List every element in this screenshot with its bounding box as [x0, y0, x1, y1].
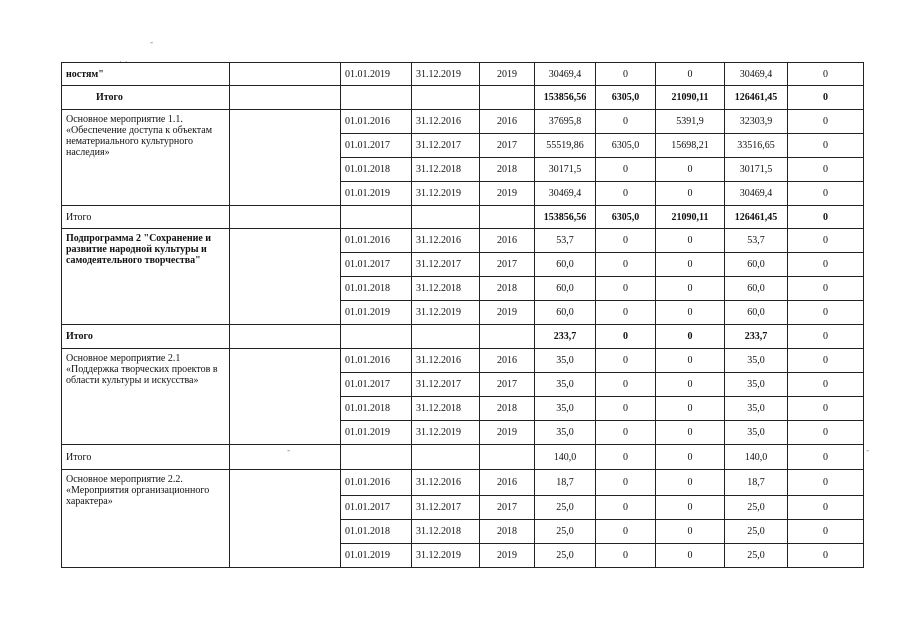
- table-row: [62, 470, 864, 496]
- other-cell: 0: [788, 421, 864, 445]
- local-cell: 126461,45: [725, 86, 788, 110]
- executor-cell: [230, 63, 341, 86]
- total-row: [62, 206, 864, 229]
- local-cell: 35,0: [725, 397, 788, 421]
- executor-cell: [230, 206, 341, 229]
- regional-cell: 0: [656, 470, 725, 496]
- end-date-cell: 31.12.2016: [412, 349, 480, 373]
- regional-cell: 0: [656, 63, 725, 86]
- start-date-cell: 01.01.2017: [341, 496, 412, 520]
- total-cell: 53,7: [535, 229, 596, 253]
- year-cell: 2017: [480, 496, 535, 520]
- total-cell: 25,0: [535, 544, 596, 568]
- table-body: [62, 63, 864, 568]
- year-cell: 2017: [480, 373, 535, 397]
- regional-cell: 21090,11: [656, 86, 725, 110]
- federal-cell: 6305,0: [596, 134, 656, 158]
- local-cell: 35,0: [725, 421, 788, 445]
- total-cell: 60,0: [535, 301, 596, 325]
- other-cell: 0: [788, 520, 864, 544]
- federal-cell: 0: [596, 63, 656, 86]
- federal-cell: 0: [596, 253, 656, 277]
- federal-cell: 0: [596, 325, 656, 349]
- table-row: [62, 349, 864, 373]
- federal-cell: 0: [596, 158, 656, 182]
- start-date-cell: [341, 445, 412, 470]
- end-date-cell: 31.12.2017: [412, 373, 480, 397]
- federal-cell: 0: [596, 349, 656, 373]
- total-cell: 60,0: [535, 253, 596, 277]
- local-cell: 60,0: [725, 253, 788, 277]
- total-cell: 35,0: [535, 373, 596, 397]
- federal-cell: 0: [596, 496, 656, 520]
- federal-cell: 0: [596, 301, 656, 325]
- local-cell: 30469,4: [725, 63, 788, 86]
- other-cell: 0: [788, 86, 864, 110]
- start-date-cell: 01.01.2018: [341, 158, 412, 182]
- year-cell: 2018: [480, 277, 535, 301]
- total-cell: 25,0: [535, 496, 596, 520]
- activity-name-cell: Основное мероприятие 1.1. «Обеспечение доступа к объектам нематериального культурного наследия»: [62, 110, 230, 206]
- year-cell: 2019: [480, 63, 535, 86]
- local-cell: 18,7: [725, 470, 788, 496]
- end-date-cell: 31.12.2019: [412, 544, 480, 568]
- end-date-cell: 31.12.2019: [412, 63, 480, 86]
- table-row: [62, 63, 864, 86]
- local-cell: 33516,65: [725, 134, 788, 158]
- total-cell: 55519,86: [535, 134, 596, 158]
- activity-name-cell: ностям": [62, 63, 230, 86]
- end-date-cell: 31.12.2017: [412, 496, 480, 520]
- regional-cell: 0: [656, 544, 725, 568]
- start-date-cell: 01.01.2016: [341, 110, 412, 134]
- activity-name-cell: Подпрограмма 2 "Сохранение и развитие народной культуры и самодеятельного творчества": [62, 229, 230, 325]
- start-date-cell: 01.01.2019: [341, 544, 412, 568]
- federal-cell: 0: [596, 445, 656, 470]
- executor-cell: [230, 445, 341, 470]
- local-cell: 60,0: [725, 277, 788, 301]
- total-cell: 233,7: [535, 325, 596, 349]
- total-row: [62, 445, 864, 470]
- year-cell: 2018: [480, 158, 535, 182]
- start-date-cell: 01.01.2017: [341, 373, 412, 397]
- total-cell: 35,0: [535, 349, 596, 373]
- total-cell: 153856,56: [535, 206, 596, 229]
- year-cell: 2016: [480, 229, 535, 253]
- federal-cell: 0: [596, 520, 656, 544]
- local-cell: 30171,5: [725, 158, 788, 182]
- local-cell: 32303,9: [725, 110, 788, 134]
- other-cell: 0: [788, 134, 864, 158]
- total-row: [62, 325, 864, 349]
- other-cell: 0: [788, 445, 864, 470]
- other-cell: 0: [788, 397, 864, 421]
- total-label-cell: Итого: [62, 86, 230, 110]
- regional-cell: 0: [656, 229, 725, 253]
- regional-cell: 0: [656, 158, 725, 182]
- total-label-cell: Итого: [62, 445, 230, 470]
- federal-cell: 6305,0: [596, 206, 656, 229]
- total-cell: 30171,5: [535, 158, 596, 182]
- start-date-cell: 01.01.2018: [341, 397, 412, 421]
- federal-cell: 0: [596, 182, 656, 206]
- start-date-cell: [341, 206, 412, 229]
- regional-cell: 0: [656, 496, 725, 520]
- regional-cell: 0: [656, 253, 725, 277]
- regional-cell: 0: [656, 325, 725, 349]
- federal-cell: 0: [596, 397, 656, 421]
- executor-cell: [230, 349, 341, 445]
- end-date-cell: [412, 325, 480, 349]
- other-cell: 0: [788, 325, 864, 349]
- other-cell: 0: [788, 206, 864, 229]
- total-label-cell: Итого: [62, 325, 230, 349]
- total-cell: 35,0: [535, 421, 596, 445]
- total-cell: 30469,4: [535, 63, 596, 86]
- start-date-cell: 01.01.2018: [341, 520, 412, 544]
- other-cell: 0: [788, 158, 864, 182]
- executor-cell: [230, 86, 341, 110]
- year-cell: [480, 206, 535, 229]
- total-cell: 140,0: [535, 445, 596, 470]
- start-date-cell: 01.01.2018: [341, 277, 412, 301]
- year-cell: 2016: [480, 470, 535, 496]
- funding-table: [61, 62, 864, 568]
- other-cell: 0: [788, 470, 864, 496]
- executor-cell: [230, 110, 341, 206]
- start-date-cell: 01.01.2019: [341, 301, 412, 325]
- end-date-cell: [412, 206, 480, 229]
- year-cell: 2019: [480, 301, 535, 325]
- other-cell: 0: [788, 349, 864, 373]
- federal-cell: 0: [596, 421, 656, 445]
- year-cell: 2019: [480, 544, 535, 568]
- end-date-cell: 31.12.2018: [412, 277, 480, 301]
- end-date-cell: 31.12.2019: [412, 182, 480, 206]
- start-date-cell: 01.01.2016: [341, 349, 412, 373]
- local-cell: 53,7: [725, 229, 788, 253]
- regional-cell: 0: [656, 421, 725, 445]
- year-cell: [480, 445, 535, 470]
- regional-cell: 0: [656, 373, 725, 397]
- regional-cell: 21090,11: [656, 206, 725, 229]
- start-date-cell: 01.01.2017: [341, 253, 412, 277]
- activity-name-cell: Основное мероприятие 2.1 «Поддержка творческих проектов в области культуры и искусства»: [62, 349, 230, 445]
- total-cell: 18,7: [535, 470, 596, 496]
- start-date-cell: 01.01.2016: [341, 229, 412, 253]
- year-cell: 2016: [480, 349, 535, 373]
- year-cell: 2019: [480, 421, 535, 445]
- year-cell: 2018: [480, 520, 535, 544]
- regional-cell: 15698,21: [656, 134, 725, 158]
- executor-cell: [230, 470, 341, 568]
- total-cell: 30469,4: [535, 182, 596, 206]
- table-row: [62, 110, 864, 134]
- executor-cell: [230, 325, 341, 349]
- total-label-cell: Итого: [62, 206, 230, 229]
- other-cell: 0: [788, 229, 864, 253]
- scan-dots: · ·: [119, 58, 128, 68]
- end-date-cell: 31.12.2018: [412, 397, 480, 421]
- federal-cell: 0: [596, 110, 656, 134]
- start-date-cell: 01.01.2019: [341, 421, 412, 445]
- scan-mark: -: [287, 446, 291, 456]
- scan-mark: -: [866, 446, 870, 456]
- total-row: [62, 86, 864, 110]
- local-cell: 30469,4: [725, 182, 788, 206]
- federal-cell: 0: [596, 470, 656, 496]
- end-date-cell: [412, 445, 480, 470]
- year-cell: 2019: [480, 182, 535, 206]
- federal-cell: 0: [596, 373, 656, 397]
- local-cell: 35,0: [725, 373, 788, 397]
- total-cell: 153856,56: [535, 86, 596, 110]
- total-cell: 35,0: [535, 397, 596, 421]
- regional-cell: 0: [656, 520, 725, 544]
- other-cell: 0: [788, 182, 864, 206]
- end-date-cell: 31.12.2018: [412, 520, 480, 544]
- regional-cell: 0: [656, 349, 725, 373]
- local-cell: 233,7: [725, 325, 788, 349]
- local-cell: 126461,45: [725, 206, 788, 229]
- local-cell: 25,0: [725, 496, 788, 520]
- regional-cell: 0: [656, 397, 725, 421]
- regional-cell: 0: [656, 277, 725, 301]
- local-cell: 140,0: [725, 445, 788, 470]
- document-sheet: [61, 62, 864, 568]
- year-cell: 2018: [480, 397, 535, 421]
- other-cell: 0: [788, 496, 864, 520]
- federal-cell: 0: [596, 277, 656, 301]
- regional-cell: 0: [656, 445, 725, 470]
- year-cell: 2017: [480, 134, 535, 158]
- start-date-cell: 01.01.2019: [341, 63, 412, 86]
- local-cell: 60,0: [725, 301, 788, 325]
- scan-mark: -: [150, 38, 154, 48]
- end-date-cell: 31.12.2017: [412, 253, 480, 277]
- local-cell: 25,0: [725, 520, 788, 544]
- other-cell: 0: [788, 277, 864, 301]
- regional-cell: 5391,9: [656, 110, 725, 134]
- year-cell: 2017: [480, 253, 535, 277]
- start-date-cell: 01.01.2019: [341, 182, 412, 206]
- other-cell: 0: [788, 253, 864, 277]
- end-date-cell: 31.12.2016: [412, 470, 480, 496]
- total-cell: 37695,8: [535, 110, 596, 134]
- start-date-cell: 01.01.2017: [341, 134, 412, 158]
- other-cell: 0: [788, 544, 864, 568]
- federal-cell: 0: [596, 544, 656, 568]
- regional-cell: 0: [656, 301, 725, 325]
- year-cell: 2016: [480, 110, 535, 134]
- start-date-cell: 01.01.2016: [341, 470, 412, 496]
- end-date-cell: 31.12.2017: [412, 134, 480, 158]
- end-date-cell: 31.12.2019: [412, 421, 480, 445]
- end-date-cell: 31.12.2016: [412, 229, 480, 253]
- local-cell: 35,0: [725, 349, 788, 373]
- federal-cell: 6305,0: [596, 86, 656, 110]
- end-date-cell: 31.12.2018: [412, 158, 480, 182]
- executor-cell: [230, 229, 341, 325]
- other-cell: 0: [788, 110, 864, 134]
- end-date-cell: [412, 86, 480, 110]
- year-cell: [480, 325, 535, 349]
- end-date-cell: 31.12.2016: [412, 110, 480, 134]
- year-cell: [480, 86, 535, 110]
- regional-cell: 0: [656, 182, 725, 206]
- other-cell: 0: [788, 301, 864, 325]
- local-cell: 25,0: [725, 544, 788, 568]
- activity-name-cell: Основное мероприятие 2.2. «Мероприятия организационного характера»: [62, 470, 230, 568]
- total-cell: 60,0: [535, 277, 596, 301]
- federal-cell: 0: [596, 229, 656, 253]
- other-cell: 0: [788, 373, 864, 397]
- total-cell: 25,0: [535, 520, 596, 544]
- other-cell: 0: [788, 63, 864, 86]
- end-date-cell: 31.12.2019: [412, 301, 480, 325]
- start-date-cell: [341, 86, 412, 110]
- table-row: [62, 229, 864, 253]
- start-date-cell: [341, 325, 412, 349]
